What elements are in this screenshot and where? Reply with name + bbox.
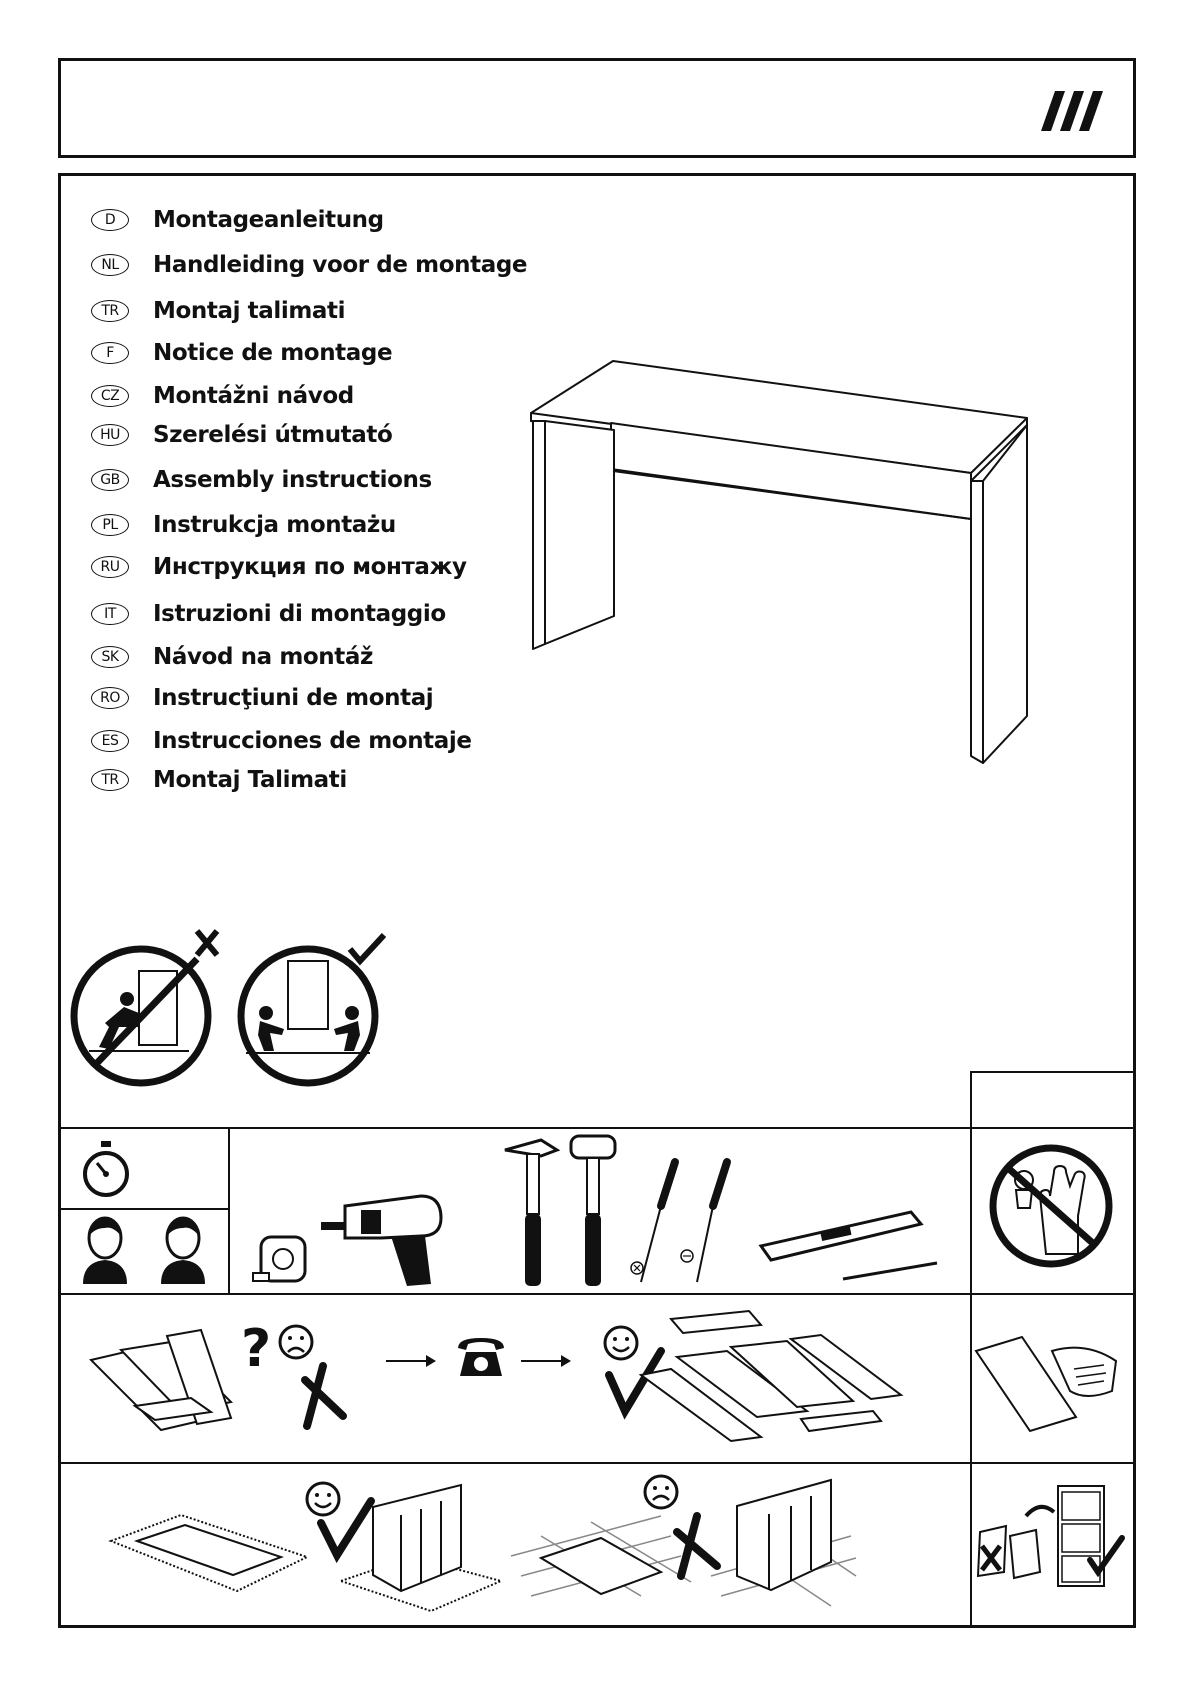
language-title: Montážni návod [153, 383, 354, 409]
grid-divider [970, 1071, 972, 1628]
desk-illustration [531, 361, 1031, 771]
language-code-badge: SK [91, 646, 129, 668]
brand-slashes-icon [1041, 91, 1103, 131]
telephone-icon [456, 1336, 506, 1378]
language-title: Assembly instructions [153, 467, 432, 493]
tape-measure-icon [251, 1231, 311, 1291]
grid-divider [61, 1208, 228, 1210]
mallet-icon [563, 1136, 623, 1291]
hammer-icon [501, 1136, 561, 1291]
main-box [58, 173, 1136, 1628]
language-row [91, 725, 472, 757]
language-code-badge: PL [91, 514, 129, 536]
language-row [91, 419, 392, 451]
language-row [91, 295, 345, 327]
language-code-badge: D [91, 209, 129, 231]
language-code-badge: IT [91, 603, 129, 625]
language-row [91, 551, 467, 583]
language-title: Návod na montáž [153, 644, 373, 670]
stopwatch-icon [81, 1141, 131, 1199]
language-title: Szerelési útmutató [153, 422, 393, 448]
language-title: Montaj Talimati [153, 767, 347, 793]
pencil-icon [841, 1261, 941, 1281]
grid-divider [228, 1127, 230, 1293]
grid-divider [61, 1462, 1133, 1464]
language-row [91, 337, 392, 369]
missing-parts-sad-icon [91, 1306, 381, 1441]
language-title: Montageanleitung [153, 207, 384, 233]
language-title: Istruzioni di montaggio [153, 601, 446, 627]
keep-away-from-children-icon [986, 1136, 1116, 1276]
language-title: Instrucţiuni de montaj [153, 685, 434, 711]
language-code-badge: F [91, 342, 129, 364]
two-person-lift-icon [236, 931, 391, 1081]
keep-instructions-icon [976, 1476, 1126, 1606]
two-persons-icon [73, 1216, 223, 1286]
language-row [91, 509, 396, 541]
single-person-lift-prohibited-icon [69, 931, 224, 1081]
grid-divider [970, 1071, 1133, 1073]
language-code-badge: TR [91, 769, 129, 791]
arrow-right-icon [521, 1354, 571, 1368]
language-title: Instrukcja montażu [153, 512, 396, 538]
language-title: Montaj talimati [153, 298, 346, 324]
language-row [91, 682, 433, 714]
language-title: Handleiding voor de montage [153, 252, 528, 278]
flat-screwdriver-icon [681, 1156, 741, 1296]
language-code-badge: GB [91, 469, 129, 491]
hard-floor-prohibited-icon [511, 1466, 861, 1621]
drill-icon [321, 1166, 451, 1291]
language-row [91, 641, 373, 673]
spirit-level-icon [761, 1206, 931, 1266]
language-code-badge: NL [91, 254, 129, 276]
language-title: Инструкция по монтажу [153, 554, 467, 580]
language-row [91, 464, 432, 496]
header-box [58, 58, 1136, 158]
language-code-badge: ES [91, 730, 129, 752]
language-row [91, 249, 527, 281]
language-code-badge: RU [91, 556, 129, 578]
language-row [91, 598, 446, 630]
language-row [91, 764, 347, 796]
language-code-badge: HU [91, 424, 129, 446]
language-code-badge: RO [91, 687, 129, 709]
language-title: Instrucciones de montaje [153, 728, 472, 754]
language-title: Notice de montage [153, 340, 393, 366]
cleaning-cloth-icon [976, 1321, 1126, 1436]
svg-text:?: ? [241, 1319, 272, 1379]
language-code-badge: CZ [91, 385, 129, 407]
grid-divider [61, 1127, 1133, 1129]
parts-complete-happy-icon [581, 1311, 911, 1441]
grid-divider [61, 1293, 1133, 1295]
assemble-on-soft-surface-icon [111, 1471, 501, 1621]
language-row [91, 204, 384, 236]
language-code-badge: TR [91, 300, 129, 322]
language-row [91, 380, 354, 412]
arrow-right-icon [386, 1354, 436, 1368]
